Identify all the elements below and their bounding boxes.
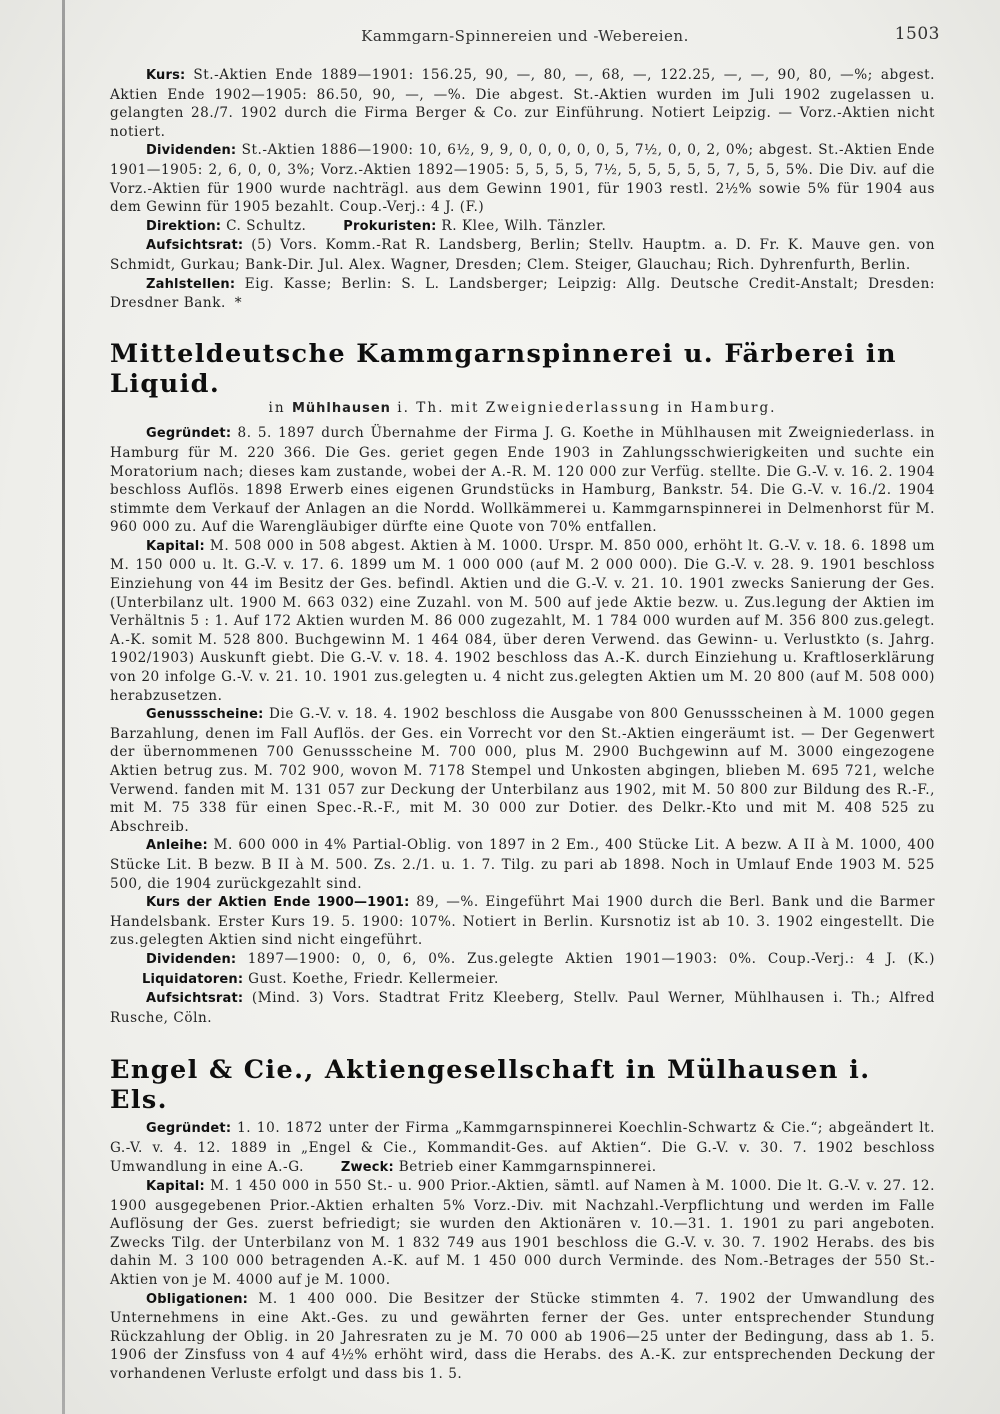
aufsichtsrat-paragraph <box>110 236 935 274</box>
obligationen-text: M. 1 400 000. Die Besitzer der Stücke stimmten 4. 7. 1902 der Umwandlung des Unternehmens in eine Akt.-Ges. zu und gewährten ferner der Ges. unter entsprechender Stundung Rückzahlung der Oblig. in 20 Jahresraten zu je M. 70 000 ab 1906—25 unter der Bedingung, dass ab 1. 5. 1906 der Zinsfuss von 4 auf 4½% erhöht wird, dass die Herabs. des A.-K. zur entsprechenden Deckung der vorhandenen Verluste erfolgt und dass bis 1. 5. <box>110 1290 935 1383</box>
liquidatoren-label: Liquidatoren: <box>142 971 244 987</box>
subtitle-in: in <box>268 399 286 416</box>
kapital-text: M. 508 000 in 508 abgest. Aktien à M. 1000. Urspr. M. 850 000, erhöht lt. G.-V. v. 18. 6. 1898 um M. 150 000 u. lt. G.-V. v. 17. 6. 1899 um M. 1 000 000 (auf M. 2 000 000). Die G.-V. v. 28. 9. 1901 beschloss Einziehung von 44 im Besitz der Ges. befindl. Aktien und die G.-V. v. 21. 10. 1901 zwecks Sanierung der Ges. (Unterbilanz ult. 1900 M. 663 032) eine Zuzahl. von M. 500 auf jede Aktie bezw. u. Zus.legung der Aktien im Verhältnis 5 : 1. Auf 172 Aktien wurden M. 86 000 zugezahlt, M. 1 784 000 wurden auf M. 356 800 zus.gelegt. A.-K. somit M. 528 800. Buchgewinn M. 1 464 084, über deren Verwend. das Gewinn- u. Verlustkto (s. Jahrg. 1902/1903) Auskunft giebt. Die G.-V. v. 18. 4. 1902 beschloss das A.-K. durch Einziehung u. Kraftloserklärung von 20 infolge G.-V. v. 21. 10. 1901 zus.gelegten u. 4 nicht zus.gelegten Aktien um M. 20 800 (auf M. 508 000) herabzusetzen. <box>110 537 936 704</box>
zahlstellen-paragraph <box>110 275 935 313</box>
kapital3-label: Kapital: <box>146 1179 205 1195</box>
subtitle-rest: i. Th. mit Zweigniederlassung in Hamburg. <box>397 399 777 416</box>
company-title-engel: Engel & Cie., Aktiengesellschaft in Mülhausen i. Els. <box>110 1055 871 1116</box>
anleihe-paragraph <box>110 836 935 893</box>
zahlstellen-text: Eig. Kasse; Berlin: S. L. Landsberger; Leipzig: Allg. Deutsche Credit-Anstalt; Dresden: Dresdner Bank. <box>110 275 936 312</box>
kapital3-text: M. 1 450 000 in 550 St.- u. 900 Prior.-Aktien, sämtl. auf Namen à M. 1000. Die lt. G.-V. v. 27. 12. 1900 ausgegebenen Prior.-Aktien erhalten 5% Vorz.-Div. mit Nachzahl.-Verpflichtung und werden im Falle Auflösung der Ges. zuerst befriedigt; sie wurden den Aktionären v. 10.—31. 1. 1901 zu pari angeboten. Zwecks Tilg. der Unterbilanz von M. 1 832 749 aus 1901 beschloss die G.-V. v. 30. 7. 1902 Herabs. des bis dahin M. 3 100 000 betragenden A.-K. auf M. 1 450 000 durch Verminde. des Nom.-Betrages der 550 St.-Aktien von je M. 4000 auf je M. 1000. <box>110 1178 935 1289</box>
aufsichtsrat2-label: Aufsichtsrat: <box>146 991 244 1007</box>
gegruendet-text: 8. 5. 1897 durch Übernahme der Firma J. G. Koethe in Mühlhausen mit Zweigniederlass. in Hamburg für M. 220 366. Die Ges. geriet gegen Ende 1903 in Zahlungsschwierigkeiten und suchte ein Moratorium nach; dieses kam zustande, wobei der A.-R. M. 120 000 zur Verfüg. stellte. Die G.-V. v. 16. 2. 1904 beschloss Auflös. 1898 Erwerb eines eigenen Grundstücks in Hamburg, Bankstr. 54. Die G.-V. v. 16./2. 1904 stimmte dem Verkauf der Anlagen an die Nordd. Wollkämmerei u. Kammgarnspinnerei in Delmenhorst für M. 960 000 zu. Auf die Warengläubiger dürfte eine Quote von 70% entfallen. <box>110 425 935 536</box>
direktion-text: C. Schultz. <box>226 217 307 234</box>
direktion-paragraph <box>110 217 935 237</box>
kurs-aktien-paragraph <box>110 893 935 950</box>
genussscheine-text: Die G.-V. v. 18. 4. 1902 beschloss die Ausgabe von 800 Genussscheinen à M. 1000 gegen Barzahlung, denen im Fall Auflös. der Ges. ein Vorrecht vor den St.-Aktien eingeräumt ist. — Der Gegenwert der übernommenen 700 Genussscheine M. 700 000, plus M. 2900 Buchgewinn auf M. 3000 eingezogene Aktien betrug zus. M. 702 900, wovon M. 7178 Stempel und Unkosten abgingen, blieben M. 695 721, welche Verwend. fanden mit M. 131 057 zur Deckung der Unterbilanz aus 1902, mit M. 50 800 zur Bildung des R.-F., mit M. 75 338 für einen Spec.-R.-F., mit M. 30 000 zur Dotier. des Delkr.-Kto und mit M. 408 525 zu Abschreib. <box>110 706 935 835</box>
kapital3-paragraph <box>110 1177 935 1290</box>
company-title-mitteldeutsche: Mitteldeutsche Kammgarnspinnerei u. Färberei in Liquid. <box>110 338 897 399</box>
kurs-aktien-text: 89, —%. Eingeführt Mai 1900 durch die Berl. Bank und die Barmer Handelsbank. Erster Kurs 19. 5. 1900: 107%. Notiert in Berlin. Kursnotiz ist ab 10. 3. 1902 eingestellt. Die zus.gelegten Aktien sind nicht eingeführt. <box>110 894 936 949</box>
genussscheine-label: Genussscheine: <box>146 707 264 723</box>
kurs-aktien-label: Kurs der Aktien Ende 1900—1901: <box>146 895 410 911</box>
prokuristen-text: R. Klee, Wilh. Tänzler. <box>441 217 607 234</box>
anleihe-text: M. 600 000 in 4% Partial-Oblig. von 1897 in 2 Em., 400 Stücke Lit. A bezw. A II à M. 1000, 400 Stücke Lit. B bezw. B II à M. 500. Zs. 2./1. u. 1. 7. Tilg. zu pari ab 1898. Noch in Umlauf Ende 1903 M. 525 500, die 1904 zurückgezahlt sind. <box>110 837 935 892</box>
gegruendet-paragraph <box>110 424 935 537</box>
dividenden-paragraph <box>110 141 935 216</box>
page-binding-edge <box>62 0 65 1414</box>
dividenden2-label: Dividenden: <box>146 951 237 967</box>
kapital-paragraph <box>110 537 935 705</box>
zweck-label: Zweck: <box>340 1159 394 1175</box>
gegruendet3-label: Gegründet: <box>146 1121 232 1137</box>
gegruendet3-paragraph <box>110 1119 935 1177</box>
anleihe-label: Anleihe: <box>146 838 208 854</box>
aufsichtsrat2-paragraph <box>110 989 935 1027</box>
zahlstellen-label: Zahlstellen: <box>146 276 236 292</box>
company-subtitle <box>110 399 935 419</box>
kurs-label: Kurs: <box>146 68 186 83</box>
obligationen-label: Obligationen: <box>146 1291 249 1307</box>
dividenden-text: St.-Aktien 1886—1900: 10, 6½, 9, 9, 0, 0, 0, 0, 0, 5, 7½, 0, 0, 2, 0%; abgest. St.-Aktien Ende 1901—1905: 2, 6, 0, 0, 3%; Vorz.-Aktien 1892—1905: 5, 5, 5, 5, 7½, 5, 5, 5, 5, 5, 7, 5, 5, 5%. Die Div. auf die Vorz.-Aktien für 1900 wurde nachträgl. aus dem Gewinn 1901, für 1903 restl. 2½% sowie 5% für 1904 aus dem Gewinn für 1905 bezahlt. Coup.-Verj.: 4 J. (F.) <box>110 142 935 216</box>
aufsichtsrat-label: Aufsichtsrat: <box>146 238 244 254</box>
liquidatoren-text: Gust. Koethe, Friedr. Kellermeier. <box>248 970 499 987</box>
page-content <box>110 66 935 1384</box>
kurs-text: St.-Aktien Ende 1889—1901: 156.25, 90, —, 80, —, 68, —, 122.25, —, —, 90, 80, —%; abgest. Aktien Ende 1902—1905: 86.50, 90, —, —%. Die abgest. St.-Aktien wurden im Juli 1902 zugelassen u. gelangten 28./7. 1902 durch die Firma Berger & Co. zur Einführung. Notiert Leipzig. — Vorz.-Aktien nicht notiert. <box>110 67 935 140</box>
obligationen-paragraph <box>110 1290 935 1384</box>
aufsichtsrat-text: (5) Vors. Komm.-Rat R. Landsberg, Berlin; Stellv. Hauptm. a. D. Fr. K. Mauve gen. von Schmidt, Gurkau; Bank-Dir. Jul. Alex. Wagner, Dresden; Clem. Steiger, Glauchau; Rich. Dyhrenfurth, Berlin. <box>110 237 935 273</box>
zweck-text: Betrieb einer Kammgarnspinnerei. <box>398 1158 657 1175</box>
prokuristen-label: Prokuristen: <box>343 218 437 234</box>
dividenden2-text: 1897—1900: 0, 0, 6, 0%. Zus.gelegte Aktien 1901—1903: 0%. Coup.-Verj.: 4 J. (K.) <box>247 950 936 967</box>
aufsichtsrat2-text: (Mind. 3) Vors. Stadtrat Fritz Kleeberg, Stellv. Paul Werner, Mühlhausen i. Th.; Alfred Rusche, Cöln. <box>110 990 935 1026</box>
subtitle-place: Mühlhausen <box>291 400 391 416</box>
genussscheine-paragraph <box>110 705 935 836</box>
footnote-star: * <box>234 295 243 312</box>
kapital-label: Kapital: <box>146 538 205 554</box>
page-number: 1503 <box>894 24 940 44</box>
gegruendet-label: Gegründet: <box>146 426 232 442</box>
running-title: Kammgarn-Spinnereien und -Webereien. <box>361 27 689 45</box>
gegruendet3-text: 1. 10. 1872 unter der Firma „Kammgarnspinnerei Koechlin-Schwartz & Cie.“; abgeändert lt. G.-V. v. 4. 12. 1889 in „Engel & Cie., Kommandit-Ges. auf Aktien“. Die G.-V. v. 30. 7. 1902 beschloss Umwandlung in eine A.-G. <box>110 1120 936 1175</box>
dividenden-label: Dividenden: <box>146 143 237 159</box>
direktion-label: Direktion: <box>146 218 222 234</box>
kurs-paragraph <box>110 66 935 141</box>
dividenden2-paragraph <box>110 950 935 989</box>
